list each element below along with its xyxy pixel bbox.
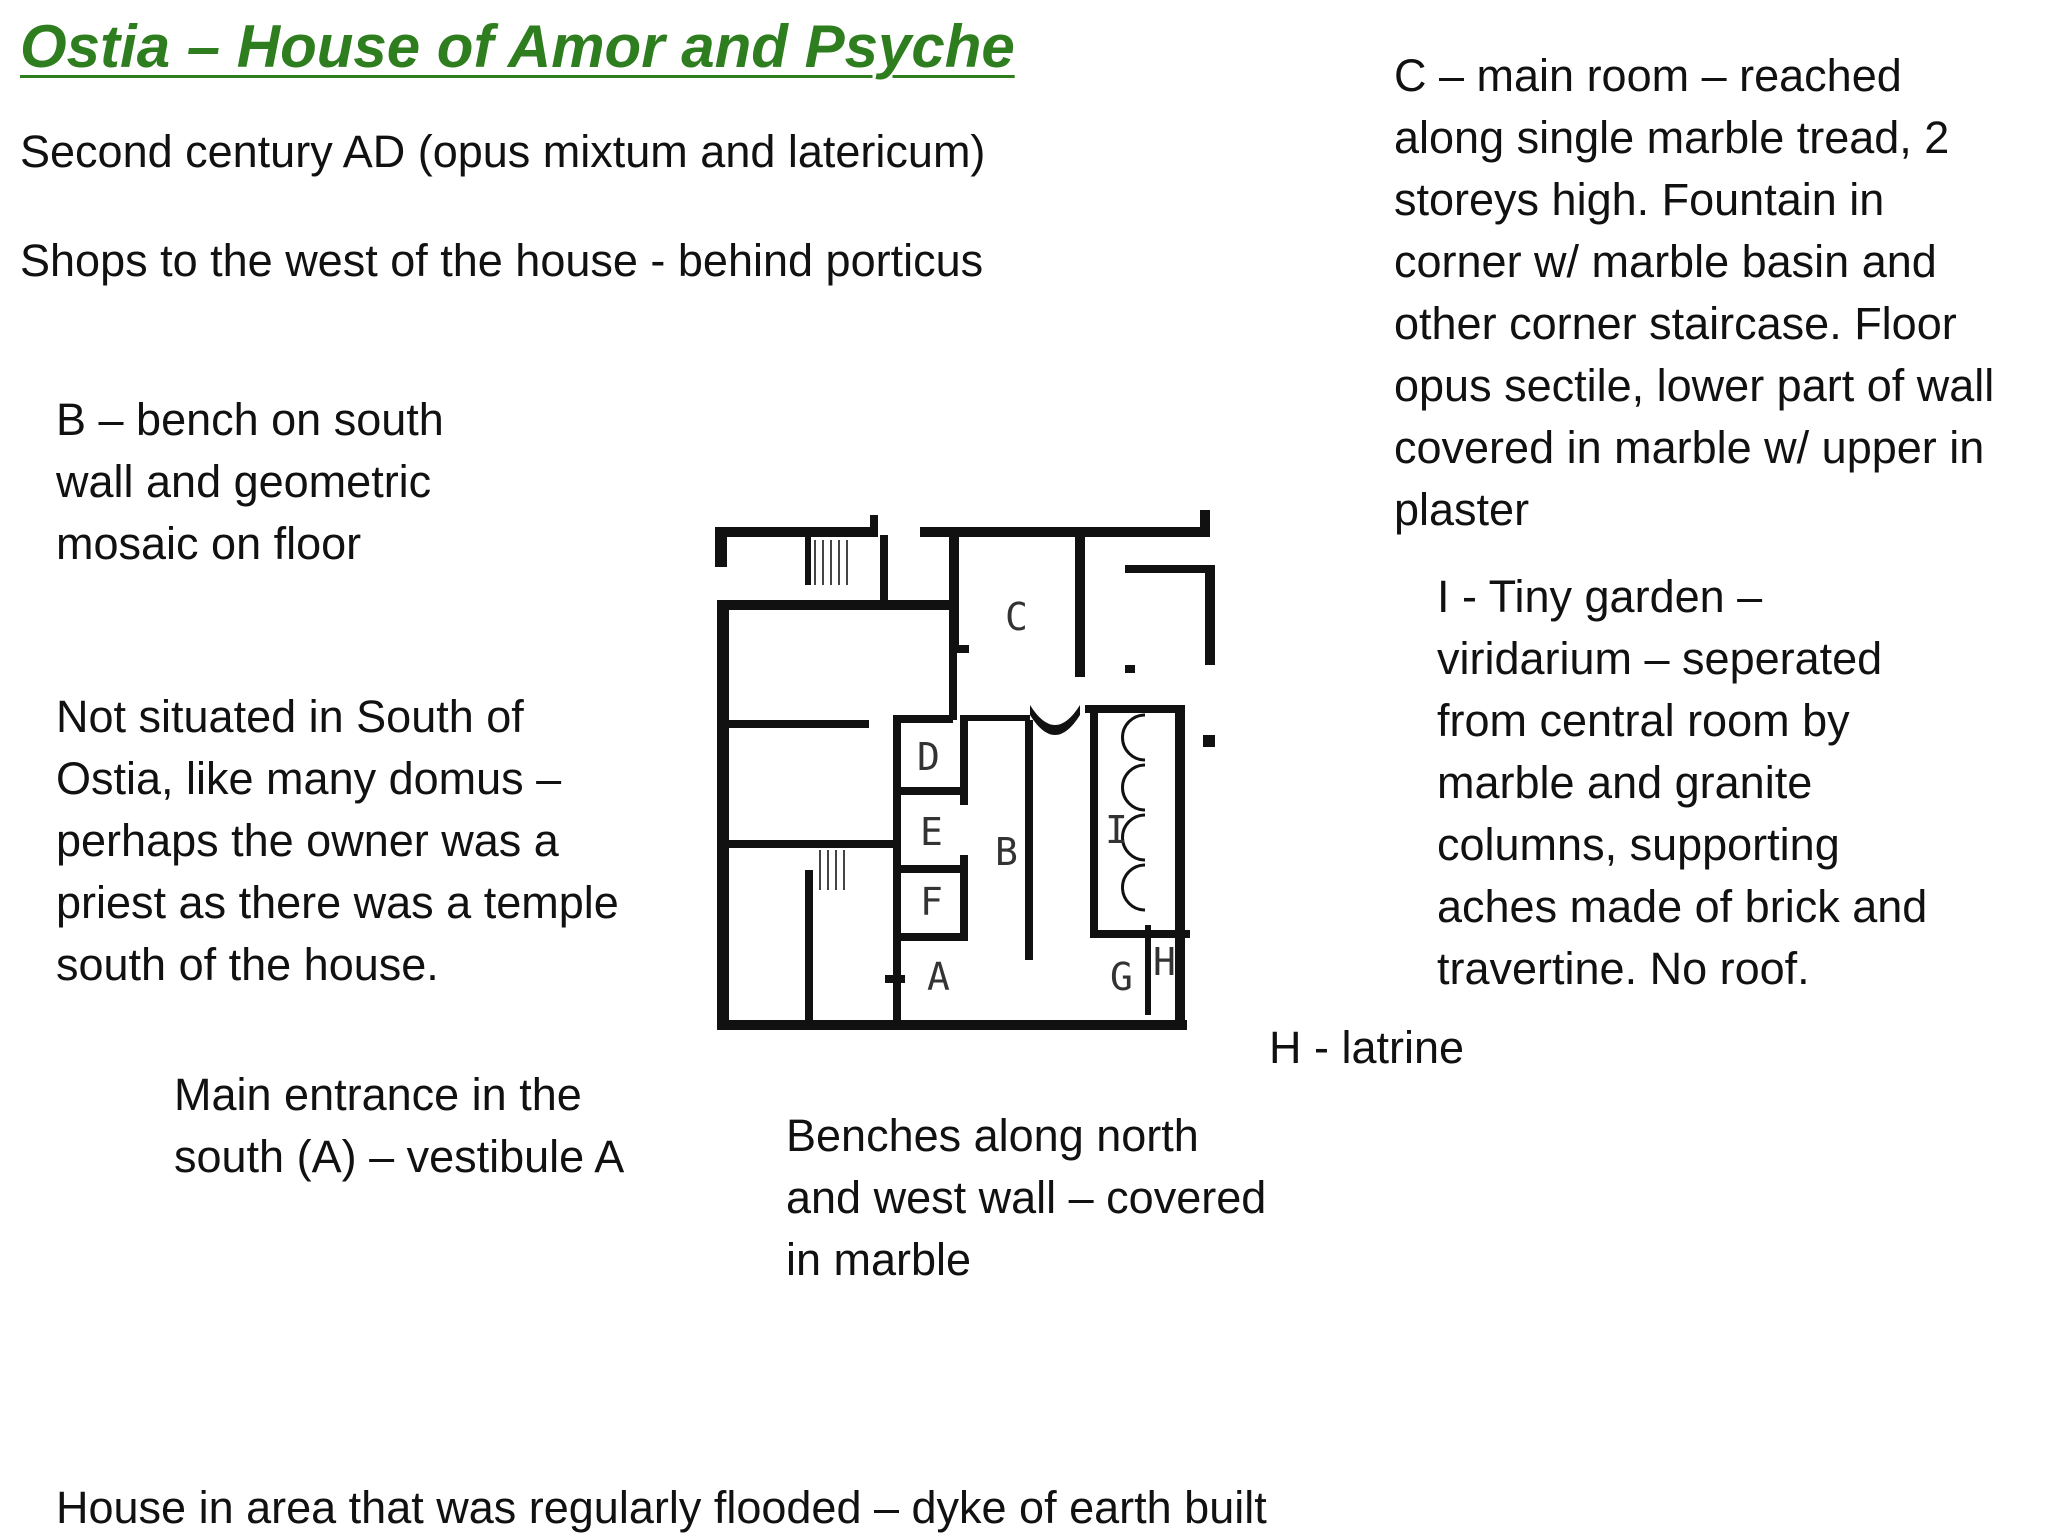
room-label-f: F [920,880,943,924]
room-label-e: E [920,810,943,854]
note-line: from central room by [1437,695,1850,746]
room-label-g: G [1110,955,1133,999]
note-line: C – main room – reached [1394,50,1902,101]
note-line: aches made of brick and [1437,881,1928,932]
floor-plan [705,505,1360,1030]
note-line: opus sectile, lower part of wall [1394,360,1995,411]
date-line: Second century AD (opus mixtum and latericum) [20,126,986,177]
note-line: B – bench on south [56,394,444,445]
room-label-d: D [917,735,940,779]
room-label-b: B [995,830,1018,874]
note-line: south (A) – vestibule A [174,1131,625,1182]
room-label-h: H [1153,940,1176,984]
note-line: priest as there was a temple [56,877,619,928]
note-line: Not situated in South of [56,691,524,742]
footer-line: House in area that was regularly flooded – dyke of earth built [56,1482,1267,1533]
note-line: Main entrance in the [174,1069,582,1120]
note-line: I - Tiny garden – [1437,571,1763,622]
slide-title: Ostia – House of Amor and Psyche [20,13,1015,80]
note-line: along single marble tread, 2 [1394,112,1950,163]
note-line: other corner staircase. Floor [1394,298,1957,349]
note-line: mosaic on floor [56,518,362,569]
note-line: in marble [786,1234,972,1285]
floor-plan-drawing [705,505,1360,1030]
note-line: plaster [1394,484,1530,535]
note-line: corner w/ marble basin and [1394,236,1937,287]
note-line: travertine. No roof. [1437,943,1810,994]
note-line: wall and geometric [56,456,432,507]
room-label-a: A [927,955,950,999]
note-line: covered in marble w/ upper in [1394,422,1985,473]
note-line: Benches along north [786,1110,1199,1161]
note-line: perhaps the owner was a [56,815,559,866]
note-line: columns, supporting [1437,819,1840,870]
room-label-c: C [1005,595,1028,639]
shops-line: Shops to the west of the house - behind porticus [20,235,984,286]
note-room-h: H - latrine [1269,1022,1465,1073]
plan-walls [715,510,1215,1030]
note-line: storeys high. Fountain in [1394,174,1885,225]
note-line: and west wall – covered [786,1172,1267,1223]
note-line: marble and granite [1437,757,1813,808]
room-label-i: I [1105,808,1128,852]
note-line: south of the house. [56,939,439,990]
note-line: viridarium – seperated [1437,633,1883,684]
note-line: Ostia, like many domus – [56,753,562,804]
